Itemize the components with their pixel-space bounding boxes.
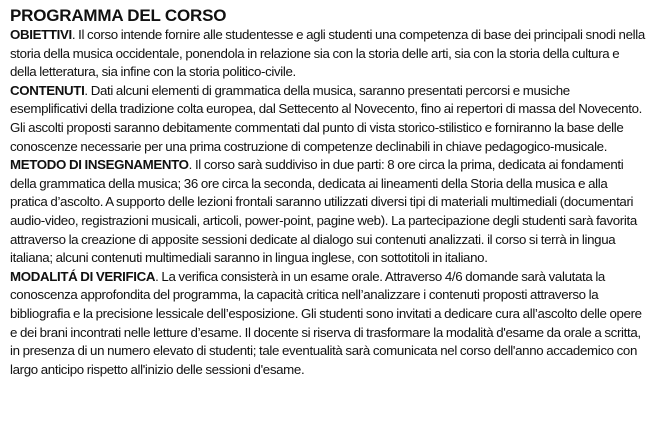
section-text-teaching-method: . Il corso sarà suddiviso in due parti: 8 ore circa la prima, dedicata ai fondamenti della grammatica della musica; 36 ore circa la seconda, dedicata ai lineamenti della Storia della musica e alla pratica d’ascolto. A supporto delle lezioni frontali saranno utilizzati diversi tipi di materiali multimediali (documentari audio-video, registrazioni musicali, articoli, power-point, pagine web). La partecipazione degli studenti sarà favorita attraverso la creazione di apposite sessioni dedicate al dialogo sui contenuti analizzati. il corso si terrà in lingua italiana; alcuni contenuti multimediali saranno in lingua inglese, con sottotitoli in italiano. <box>10 157 637 266</box>
section-heading-teaching-method: METODO DI INSEGNAMENTO <box>10 157 189 173</box>
course-program-document <box>10 6 646 379</box>
section-heading-assessment: MODALITÁ DI VERIFICA <box>10 268 156 284</box>
section-contents <box>10 82 646 156</box>
section-text-objectives: . Il corso intende fornire alle studentesse e agli studenti una competenza di base dei principali snodi nella storia della musica occidentale, ponendola in relazione sia con la storia delle arti, sia con la storia della cultura e della letteratura, sia infine con la storia politico-civile. <box>10 27 645 80</box>
section-assessment <box>10 268 646 380</box>
section-text-assessment: . La verifica consisterà in un esame orale. Attraverso 4/6 domande sarà valutata la conoscenza approfondita del programma, la capacità critica nell’analizzare i contenuti proposti attraverso la bibliografia e la precisione lessicale dell’esposizione. Gli studenti sono invitati a dedicare cura all’ascolto delle opere e dei brani incontrati nelle letture d’esame. Il docente si riserva di trasformare la modalità d'esame da orale a scritta, in presenza di un numero elevato di studenti; tale eventualità sarà comunicata nel corso dell'anno accademico con largo anticipo rispetto all'inizio delle sessioni d'esame. <box>10 268 642 377</box>
document-title: PROGRAMMA DEL CORSO <box>10 6 227 25</box>
section-heading-objectives: OBIETTIVI <box>10 27 72 42</box>
section-text-contents: . Dati alcuni elementi di grammatica della musica, saranno presentati percorsi e musiche esemplificativi della tradizione colta europea, dal Settecento al Novecento, fino ai repertori di massa del Novecento. Gli ascolti proposti saranno debitamente commentati dal punto di vista storico-stilistico e forniranno la base delle conoscenze necessarie per una prima costruzione di competenze declinabili in chiave pedagogico-musicale. <box>10 82 642 154</box>
section-objectives <box>10 26 646 82</box>
section-heading-contents: CONTENUTI <box>10 82 85 98</box>
section-teaching-method <box>10 156 646 268</box>
